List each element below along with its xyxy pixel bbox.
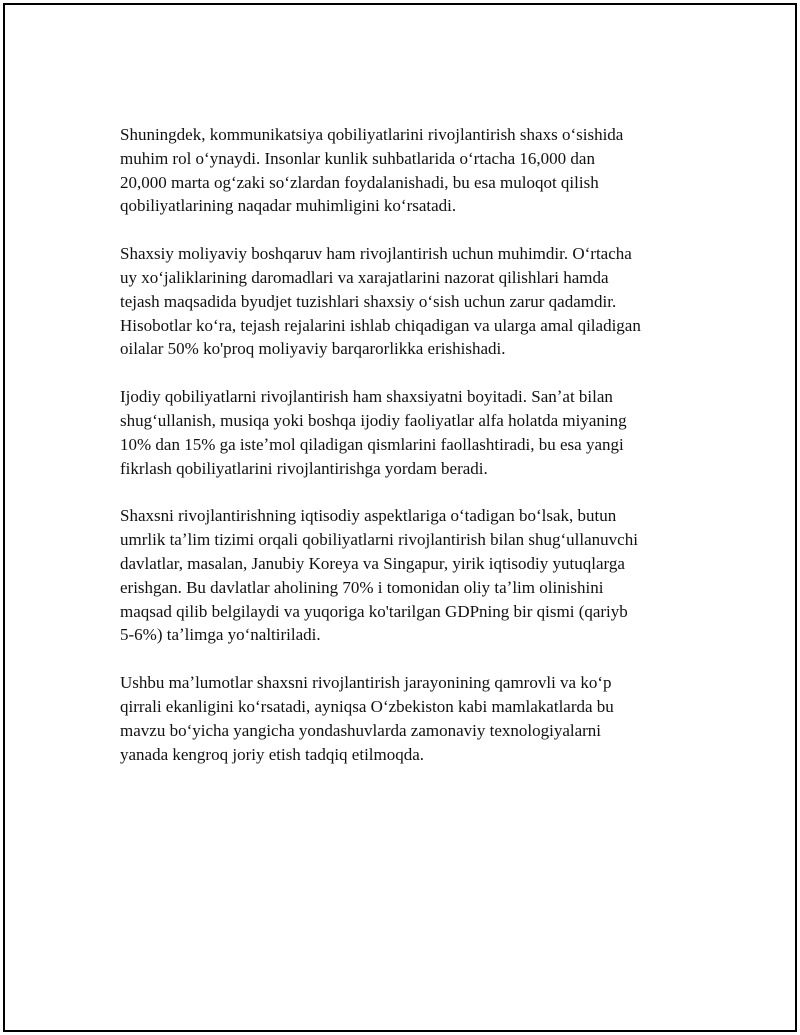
paragraph-communication: Shuningdek, kommunikatsiya qobiliyatlarini rivojlantirish shaxs oʻsishida muhim rol oʻynaydi. Insonlar kunlik suhbatlarida oʻrtacha 16,000 dan 20,000 marta ogʻzaki soʻzlardan foydalanishadi, bu esa muloqot qilish qobiliyatlarining naqadar muhimligini koʻrsatadi. [120, 125, 624, 216]
paragraph-finance: Shaxsiy moliyaviy boshqaruv ham rivojlantirish uchun muhimdir. Oʻrtacha uy xoʻjaliklarining daromadlari va xarajatlarini nazorat qilishlari hamda tejash maqsadida byudjet tuzishlari shaxsiy oʻsish uchun zarur qadamdir. Hisobotlar koʻra, tejash rejalarini ishlab chiqadigan va ularga amal qiladigan oilalar 50% ko'proq moliyaviy barqarorlikka erishishadi. [120, 244, 641, 359]
paragraph-conclusion: Ushbu maʼlumotlar shaxsni rivojlantirish jarayonining qamrovli va koʻp qirrali ekanligini koʻrsatadi, ayniqsa Oʻzbekiston kabi mamlakatlarda bu mavzu boʻyicha yangicha yondashuvlarda zamonaviy texnologiyalarni yanada kengroq joriy etish tadqiq etilmoqda. [120, 673, 614, 764]
document-body [120, 123, 690, 790]
paragraph-creativity: Ijodiy qobiliyatlarni rivojlantirish ham shaxsiyatni boyitadi. Sanʼat bilan shugʻullanish, musiqa yoki boshqa ijodiy faoliyatlar alfa holatda miyaning 10% dan 15% ga isteʼmol qiladigan qismlarini faollashtiradi, bu esa yangi fikrlash qobiliyatlarini rivojlantirishga yordam beradi. [120, 387, 627, 478]
page-frame [3, 3, 797, 1032]
paragraph-economics: Shaxsni rivojlantirishning iqtisodiy aspektlariga oʻtadigan boʻlsak, butun umrlik taʼlim tizimi orqali qobiliyatlarni rivojlantirish bilan shugʻullanuvchi davlatlar, masalan, Janubiy Koreya va Singapur, yirik iqtisodiy yutuqlarga erishgan. Bu davlatlar aholining 70% i tomonidan oliy taʼlim olinishini maqsad qilib belgilaydi va yuqoriga ko'tarilgan GDPning bir qismi (qariyb 5-6%) taʼlimga yoʻnaltiriladi. [120, 506, 638, 645]
